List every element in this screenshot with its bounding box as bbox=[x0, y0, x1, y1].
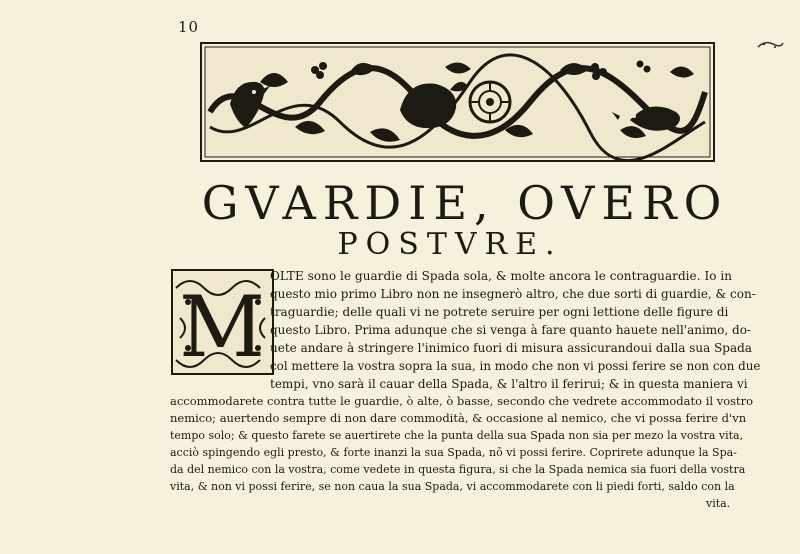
chapter-title: GVARDIE, OVERO bbox=[201, 176, 729, 230]
chapter-subtitle: POSTVRE. bbox=[337, 227, 563, 262]
text-line: OLTE sono le guardie di Spada sola, & molte ancora le contraguardie. Io in bbox=[270, 269, 733, 283]
initial-letter: M bbox=[178, 278, 266, 376]
text-line: questo mio primo Libro non ne insegnerò altro, che due sorti di guardie, & con- bbox=[270, 287, 756, 301]
text-line: questo Libro. Prima adunque che si venga à fare quanto hauete nell'animo, do- bbox=[270, 323, 751, 337]
text-line: nemico; auertendo sempre di non dare commodità, & occasione al nemico, che vi possa ferire d'vn bbox=[170, 411, 747, 425]
text-line: col mettere la vostra sopra la sua, in modo che non vi possi ferire se non con due bbox=[270, 359, 761, 373]
text-line: tempi, vno sarà il cauar della Spada, & l'altro il ferirui; & in questa maniera vi bbox=[270, 377, 748, 391]
text-line: vita, & non vi possi ferire, se non caua la sua Spada, vi accommodarete con li piedi forti, saldo con la bbox=[170, 480, 735, 493]
text-line: tempo solo; & questo farete se auertirete che la punta della sua Spada non sia per mezo la vostra vita, bbox=[170, 429, 744, 442]
ink-smudge-icon bbox=[755, 38, 785, 52]
decorated-initial-m-icon bbox=[170, 268, 275, 376]
text-line: acciò spingendo egli presto, & forte inanzi la sua Spada, nõ vi possi ferire. Coprirete adunque la Spa- bbox=[170, 446, 737, 459]
text-line: accommodarete contra tutte le guardie, ò alte, ò basse, secondo che vedrete accommodato il vostro bbox=[170, 394, 754, 408]
floral-vine-and-birds-woodcut-icon bbox=[200, 42, 715, 162]
text-line: vita. bbox=[706, 497, 731, 510]
page-number: 10 bbox=[178, 18, 200, 36]
text-line: traguardie; delle quali vi ne potrete seruire per ogni lettione delle figure di bbox=[270, 305, 729, 319]
text-line: uete andare à stringere l'inimico fuori di misura assicurandoui dalla sua Spada bbox=[270, 341, 752, 355]
text-line: da del nemico con la vostra, come vedete in questa figura, si che la Spada nemica sia fuori della vostra bbox=[170, 463, 746, 476]
